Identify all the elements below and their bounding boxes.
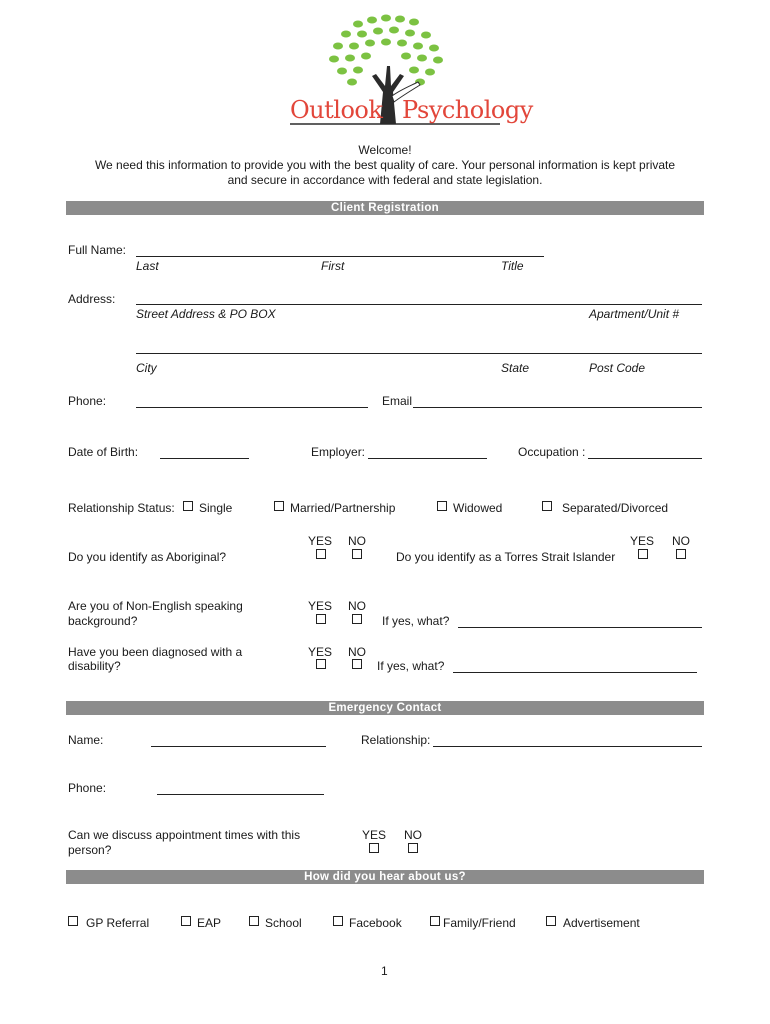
logo-text-outlook: Outlook xyxy=(290,96,383,124)
discuss-question-line-1: Can we discuss appointment times with this xyxy=(68,828,301,842)
first-name-caption: First xyxy=(321,259,345,273)
nesb-no-checkbox[interactable] xyxy=(352,614,362,624)
discuss-yes-label: YES xyxy=(362,828,387,842)
welcome-text: Welcome! xyxy=(358,143,412,157)
disability-yes-checkbox[interactable] xyxy=(316,659,326,669)
street-address-field[interactable] xyxy=(136,304,702,305)
intro-line-2: and secure in accordance with federal and state legislation. xyxy=(227,173,543,187)
torres-yes-label: YES xyxy=(630,534,655,548)
emergency-contact-header: Emergency Contact xyxy=(66,701,704,715)
family-friend-label: Family/Friend xyxy=(443,916,516,930)
client-registration-header: Client Registration xyxy=(66,201,704,215)
school-checkbox[interactable] xyxy=(249,916,259,926)
disability-question-line-2: disability? xyxy=(68,659,121,673)
emergency-phone-label: Phone: xyxy=(68,781,107,795)
emergency-phone-field[interactable] xyxy=(157,794,324,795)
separated-label: Separated/Divorced xyxy=(562,501,669,515)
discuss-no-checkbox[interactable] xyxy=(408,843,418,853)
torres-yes-checkbox[interactable] xyxy=(638,549,648,559)
married-checkbox[interactable] xyxy=(274,501,284,511)
emergency-name-label: Name: xyxy=(68,733,104,747)
school-label: School xyxy=(265,916,302,930)
occupation-field[interactable] xyxy=(588,458,702,459)
eap-checkbox[interactable] xyxy=(181,916,191,926)
widowed-label: Widowed xyxy=(453,501,503,515)
address-label: Address: xyxy=(68,292,116,306)
full-name-label: Full Name: xyxy=(68,243,127,257)
aboriginal-question: Do you identify as Aboriginal? xyxy=(68,550,227,564)
referral-header: How did you hear about us? xyxy=(66,870,704,884)
occupation-label: Occupation : xyxy=(518,445,586,459)
torres-no-label: NO xyxy=(672,534,690,548)
phone-field[interactable] xyxy=(136,407,368,408)
separated-checkbox[interactable] xyxy=(542,501,552,511)
state-caption: State xyxy=(501,361,530,375)
dob-label: Date of Birth: xyxy=(68,445,139,459)
dob-field[interactable] xyxy=(160,458,249,459)
facebook-label: Facebook xyxy=(349,916,402,930)
full-name-field[interactable] xyxy=(136,256,544,257)
facebook-checkbox[interactable] xyxy=(333,916,343,926)
disability-no-checkbox[interactable] xyxy=(352,659,362,669)
disability-question-line-1: Have you been diagnosed with a xyxy=(68,645,243,659)
street-caption: Street Address & PO BOX xyxy=(136,307,276,321)
nesb-question-line-1: Are you of Non-English speaking xyxy=(68,599,243,613)
advertisement-checkbox[interactable] xyxy=(546,916,556,926)
aboriginal-yes-label: YES xyxy=(308,534,333,548)
nesb-ifyes-label: If yes, what? xyxy=(382,614,450,628)
emergency-relationship-field[interactable] xyxy=(433,746,702,747)
widowed-checkbox[interactable] xyxy=(437,501,447,511)
aboriginal-no-checkbox[interactable] xyxy=(352,549,362,559)
discuss-no-label: NO xyxy=(404,828,422,842)
intro-line-1: We need this information to provide you with the best quality of care. Your personal information is kept private xyxy=(94,158,676,172)
gp-referral-checkbox[interactable] xyxy=(68,916,78,926)
nesb-yes-label: YES xyxy=(308,599,333,613)
discuss-question-line-2: person? xyxy=(68,843,112,857)
email-field[interactable] xyxy=(413,407,702,408)
city-state-field[interactable] xyxy=(136,353,702,354)
advertisement-label: Advertisement xyxy=(563,916,640,930)
torres-no-checkbox[interactable] xyxy=(676,549,686,559)
nesb-no-label: NO xyxy=(348,599,366,613)
post-code-caption: Post Code xyxy=(589,361,646,375)
email-label: Email xyxy=(382,394,413,408)
page-number: 1 xyxy=(381,964,388,978)
family-friend-checkbox[interactable] xyxy=(430,916,440,926)
torres-question: Do you identify as a Torres Strait Islander xyxy=(396,550,616,564)
phone-label: Phone: xyxy=(68,394,107,408)
employer-field[interactable] xyxy=(368,458,487,459)
single-label: Single xyxy=(199,501,233,515)
apartment-caption: Apartment/Unit # xyxy=(589,307,680,321)
disability-yes-label: YES xyxy=(308,645,333,659)
logo xyxy=(288,12,533,130)
eap-label: EAP xyxy=(197,916,222,930)
city-caption: City xyxy=(136,361,157,375)
disability-ifyes-field[interactable] xyxy=(453,672,697,673)
disability-ifyes-label: If yes, what? xyxy=(377,659,445,673)
emergency-name-field[interactable] xyxy=(151,746,326,747)
single-checkbox[interactable] xyxy=(183,501,193,511)
logo-text-psychology: Psychology xyxy=(402,96,533,124)
nesb-yes-checkbox[interactable] xyxy=(316,614,326,624)
nesb-question-line-2: background? xyxy=(68,614,138,628)
disability-no-label: NO xyxy=(348,645,366,659)
title-caption: Title xyxy=(501,259,524,273)
emergency-relationship-label: Relationship: xyxy=(361,733,431,747)
employer-label: Employer: xyxy=(311,445,366,459)
married-label: Married/Partnership xyxy=(290,501,396,515)
gp-referral-label: GP Referral xyxy=(86,916,150,930)
discuss-yes-checkbox[interactable] xyxy=(369,843,379,853)
aboriginal-no-label: NO xyxy=(348,534,366,548)
nesb-ifyes-field[interactable] xyxy=(458,627,702,628)
last-name-caption: Last xyxy=(136,259,159,273)
relationship-status-label: Relationship Status: xyxy=(68,501,175,515)
aboriginal-yes-checkbox[interactable] xyxy=(316,549,326,559)
